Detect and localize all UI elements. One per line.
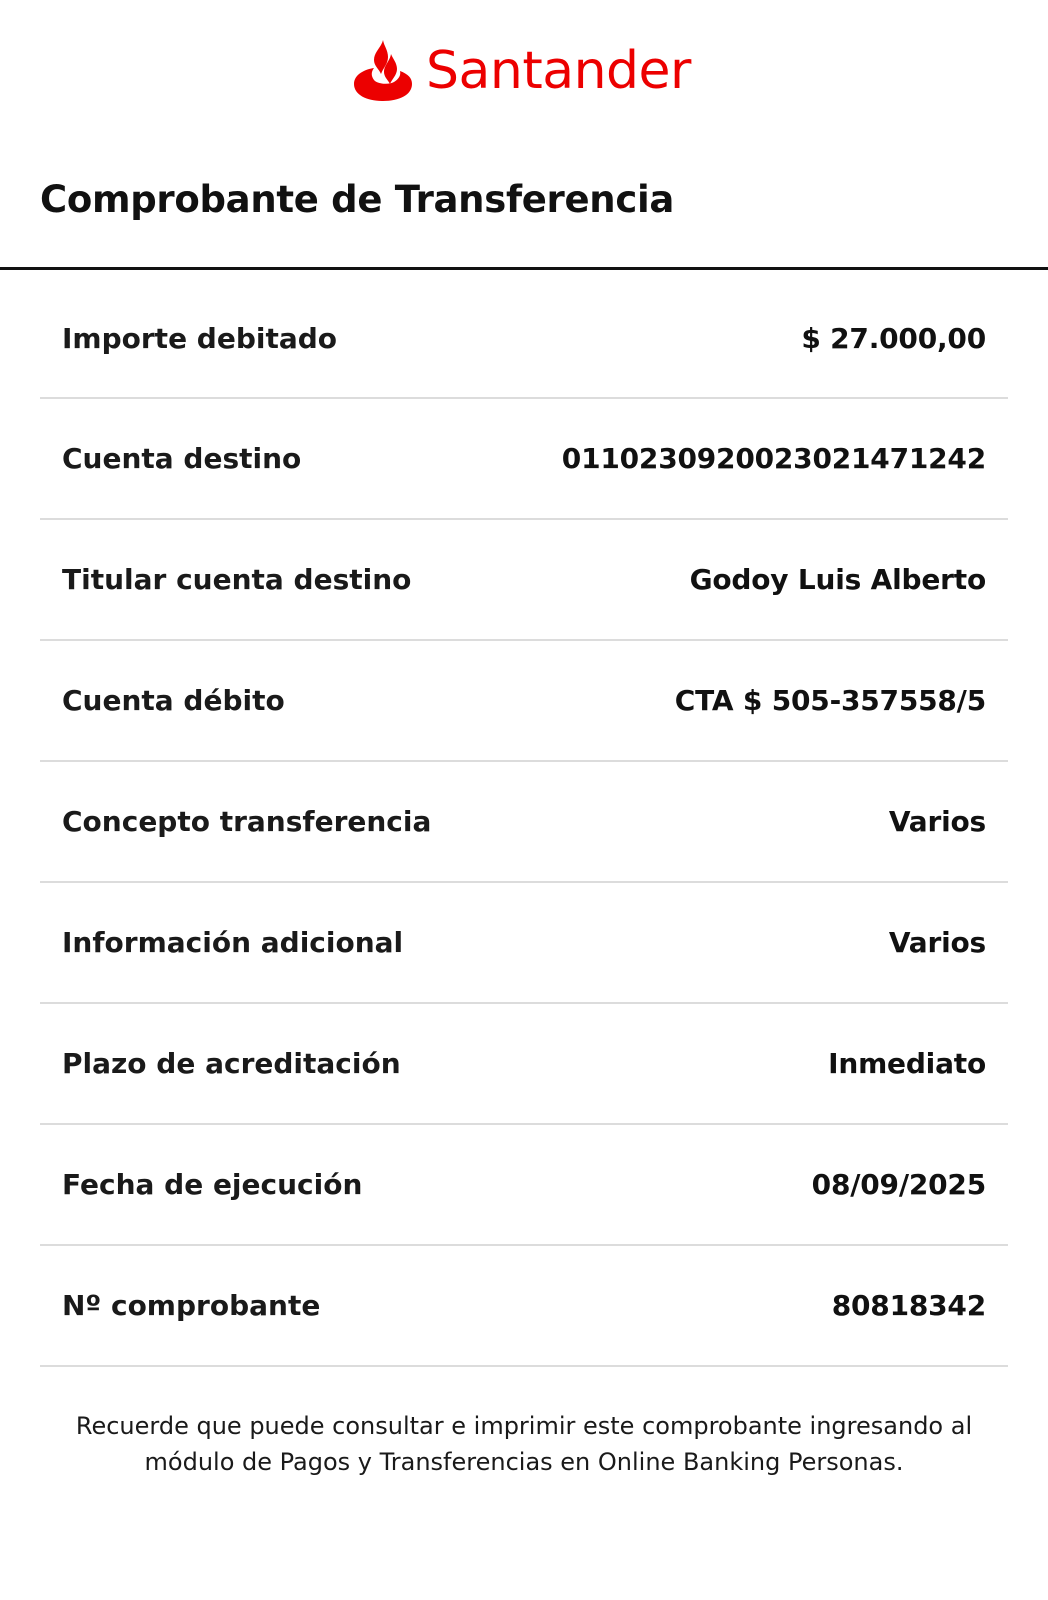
detail-value: CTA $ 505-357558/5 — [674, 684, 986, 717]
detail-label: Fecha de ejecución — [62, 1168, 363, 1201]
detail-row-informacion-adicional — [40, 883, 1008, 1004]
transfer-details-list — [40, 279, 1008, 1367]
detail-label: Nº comprobante — [62, 1289, 321, 1322]
detail-value: Varios — [888, 805, 986, 838]
detail-value: $ 27.000,00 — [801, 321, 986, 355]
detail-label: Información adicional — [62, 926, 404, 959]
detail-row-titular-cuenta-destino — [40, 520, 1008, 641]
detail-value: 08/09/2025 — [811, 1168, 986, 1201]
detail-row-cuenta-destino — [40, 399, 1008, 520]
detail-value: Varios — [888, 926, 986, 959]
detail-label: Cuenta destino — [62, 442, 302, 475]
detail-row-fecha-ejecucion — [40, 1125, 1008, 1246]
detail-label: Cuenta débito — [62, 684, 285, 717]
detail-label: Concepto transferencia — [62, 805, 432, 838]
detail-value: 0110230920023021471242 — [561, 442, 986, 475]
detail-label: Plazo de acreditación — [62, 1047, 401, 1080]
detail-row-concepto-transferencia — [40, 762, 1008, 883]
santander-flame-icon — [350, 38, 416, 104]
detail-value: Godoy Luis Alberto — [689, 563, 986, 596]
detail-row-importe-debitado — [40, 279, 1008, 399]
detail-value: 80818342 — [831, 1289, 986, 1322]
title-divider — [0, 267, 1048, 270]
footer-note: Recuerde que puede consultar e imprimir este comprobante ingresando al módulo de Pagos y Transferencias en Online Banking Personas. — [75, 1412, 973, 1476]
page-title: Comprobante de Transferencia — [40, 178, 675, 221]
detail-row-cuenta-debito — [40, 641, 1008, 762]
santander-logo — [350, 36, 691, 106]
detail-label: Importe debitado — [62, 321, 338, 355]
receipt-header — [0, 0, 1048, 130]
detail-row-numero-comprobante — [40, 1246, 1008, 1367]
detail-value: Inmediato — [828, 1047, 986, 1080]
detail-label: Titular cuenta destino — [62, 563, 412, 596]
brand-name: Santander — [426, 41, 691, 101]
detail-row-plazo-acreditacion — [40, 1004, 1008, 1125]
